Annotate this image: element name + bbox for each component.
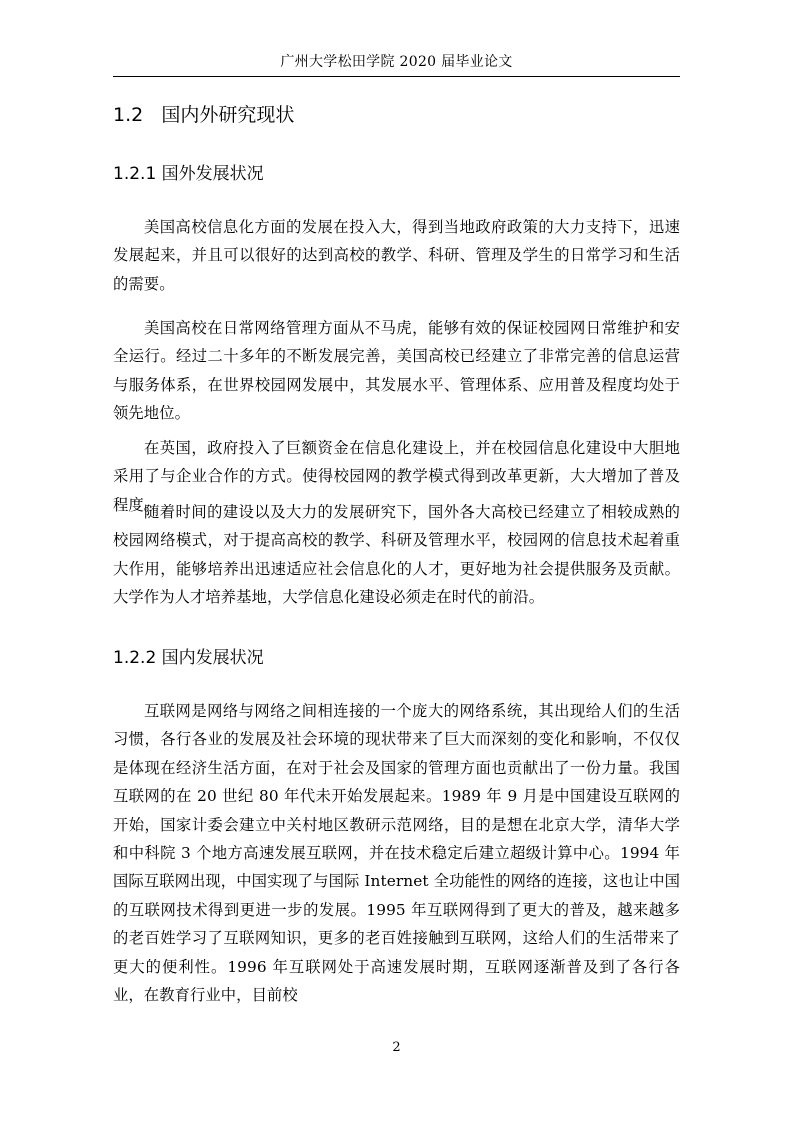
paragraph: 互联网是网络与网络之间相连接的一个庞大的网络系统，其出现给人们的生活习惯，各行各业的发展及社会环境的现状带来了巨大而深刻的变化和影响，不仅仅是体现在经济生活方面，在对于社会及国家的管理方面也贡献出了一份力量。我国互联网的在 20 世纪 80 年代未开始发展起来。1989 年 9 月是中国建设互联网的开始，国家计委会建立中关村地区教研示范网络，目的是想在北京大学，清华大学和中科院 3 个地方高速发展互联网，并在技术稳定后建立超级计算中心。1994 年国际互联网出现，中国实现了与国际 Internet 全功能性的网络的连接，这也让中国的互联网技术得到更进一步的发展。1995 年互联网得到了更大的普及，越来越多的老百姓学习了互联网知识，更多的老百姓接触到互联网，这给人们的生活带来了更大的便利性。1996 年互联网处于高速发展时期，互联网逐渐普及到了各行各业，在教育行业中，目前校 — [113, 702, 680, 1005]
paragraph: 随着时间的建设以及大力的发展研究下，国外各大高校已经建立了相较成熟的校园网络模式，对于提高高校的教学、科研及管理水平，校园网的信息技术起着重大作用，能够培养出迅速适应社会信息化的人才，更好地为社会提供服务及贡献。大学作为人才培养基地，大学信息化建设必须走在时代的前沿。 — [113, 503, 680, 607]
page-number: 2 — [392, 1040, 401, 1055]
header-divider — [113, 76, 680, 77]
section-heading: 1.2 国内外研究现状 — [113, 104, 295, 126]
subsection-heading-foreign: 1.2.1 国外发展状况 — [113, 164, 264, 184]
running-header: 广州大学松田学院 2020 届毕业论文 — [280, 54, 513, 70]
paragraph: 美国高校在日常网络管理方面从不马虎，能够有效的保证校园网日常维护和安全运行。经过二十多年的不断发展完善，美国高校已经建立了非常完善的信息运营与服务体系，在世界校园网发展中，其发展水平、管理体系、应用普及程度均处于领先地位。 — [113, 319, 680, 423]
paragraph: 在英国，政府投入了巨额资金在信息化建设上，并在校园信息化建设中大胆地采用了与企业合作的方式。使得校园网的教学模式得到改革更新，大大增加了普及程度。 — [113, 439, 680, 514]
subsection-heading-domestic: 1.2.2 国内发展状况 — [113, 648, 264, 668]
paragraph: 美国高校信息化方面的发展在投入大，得到当地政府政策的大力支持下，迅速发展起来，并且可以很好的达到高校的教学、科研、管理及学生的日常学习和生活的需要。 — [113, 218, 680, 293]
